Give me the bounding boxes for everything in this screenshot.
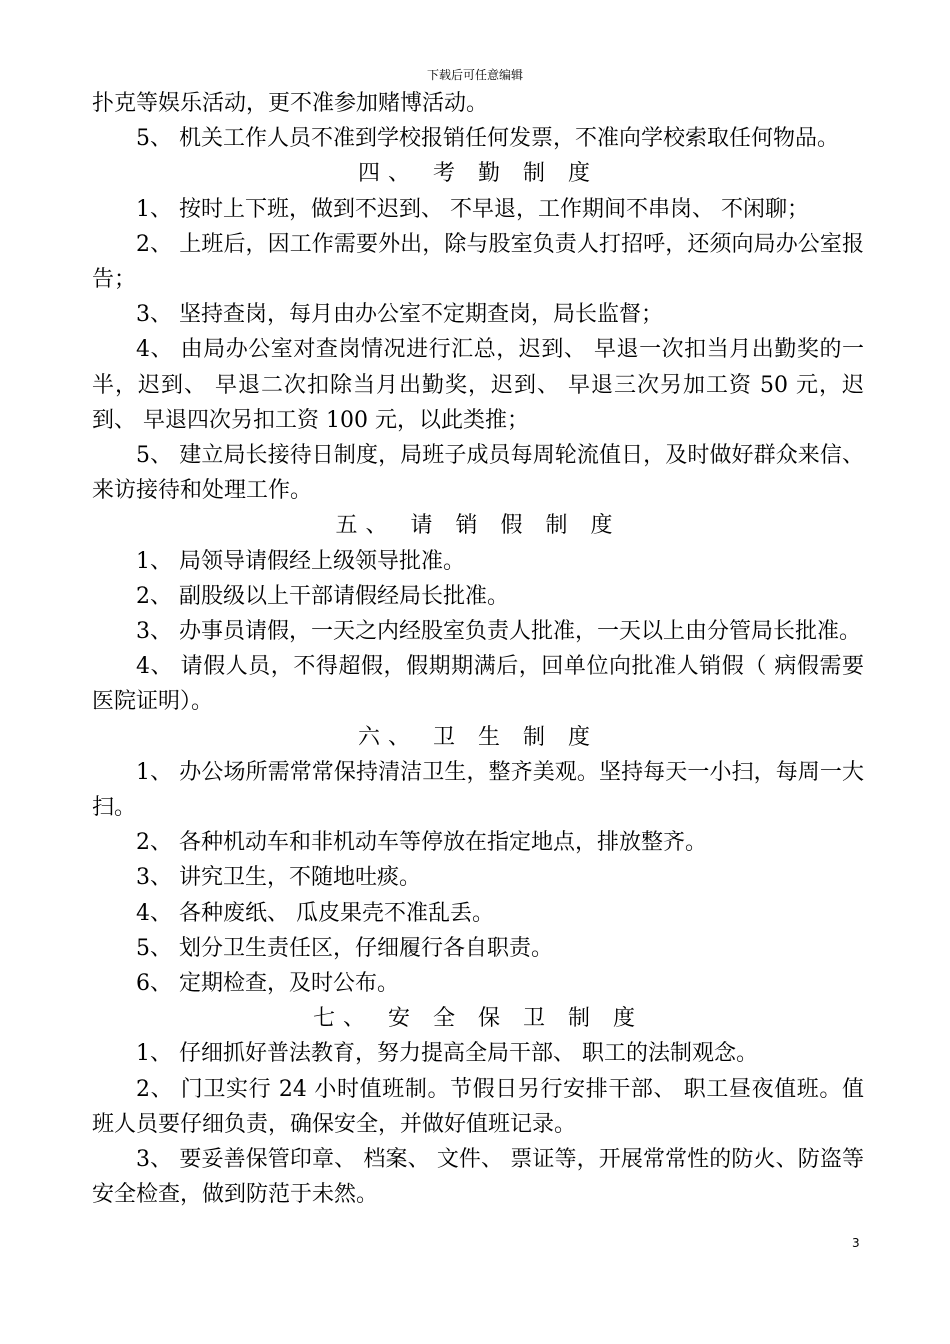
section-heading: 七、 安 全 保 卫 制 度 xyxy=(313,1006,643,1032)
page-number: 3 xyxy=(852,1236,860,1250)
paragraph: 1、 仔细抓好普法教育，努力提高全局干部、 职工的法制观念。 xyxy=(136,1041,758,1067)
paragraph: 4、 各种废纸、 瓜皮果壳不准乱丢。 xyxy=(136,900,494,926)
paragraph: 3、 讲究卫生，不随地吐痰。 xyxy=(136,865,421,891)
paragraph: 扑克等娱乐活动，更不准参加赌博活动。 xyxy=(92,91,489,116)
paragraph: 5、 划分卫生责任区，仔细履行各自职责。 xyxy=(136,935,553,961)
paragraph: 3、 办事员请假，一天之内经股室负责人批准，一天以上由分管局长批准。 xyxy=(136,619,861,645)
document-body xyxy=(92,86,864,1213)
paragraph: 1、 按时上下班，做到不迟到、 不早退，工作期间不串岗、 不闲聊； xyxy=(136,196,809,222)
paragraph: 1、 局领导请假经上级领导批准。 xyxy=(136,548,465,574)
section-heading: 六、 卫 生 制 度 xyxy=(358,724,598,750)
paragraph: 3、 坚持查岗，每月由办公室不定期查岗，局长监督； xyxy=(136,302,663,328)
paragraph: 6、 定期检查，及时公布。 xyxy=(136,971,399,997)
paragraph: 5、 机关工作人员不准到学校报销任何发票，不准向学校索取任何物品。 xyxy=(136,126,839,152)
paragraph: 5、 建立局长接待日制度，局班子成员每周轮流值日，及时做好群众来信、 来访接待和处理工作。 xyxy=(92,443,864,504)
paragraph: 2、 门卫实行 24 小时值班制。节假日另行安排干部、 职工昼夜值班。值班人员要仔细负责，确保安全，并做好值班记录。 xyxy=(92,1076,864,1137)
page-header: 下载后可任意编辑 xyxy=(426,68,523,82)
paragraph: 3、 要妥善保管印章、 档案、 文件、 票证等，开展常常性的防火、防盗等安全检查，做到防范于未然。 xyxy=(92,1147,864,1208)
paragraph: 4、 请假人员，不得超假，假期期满后，回单位向批准人销假（ 病假需要医院证明）。 xyxy=(92,654,864,715)
paragraph: 1、 办公场所需常常保持清洁卫生，整齐美观。坚持每天一小扫，每周一大扫。 xyxy=(92,759,864,821)
section-heading: 四、 考 勤 制 度 xyxy=(358,161,598,187)
paragraph: 4、 由局办公室对查岗情况进行汇总，迟到、 早退一次扣当月出勤奖的一半，迟到、 早退二次扣除当月出勤奖，迟到、 早退三次另加工资 50 元，迟到、 早退四次另扣工资 100 元，以此类推； xyxy=(92,337,864,433)
paragraph: 2、 上班后，因工作需要外出，除与股室负责人打招呼，还须向局办公室报告； xyxy=(92,231,864,293)
paragraph: 2、 各种机动车和非机动车等停放在指定地点，排放整齐。 xyxy=(136,830,707,856)
paragraph: 2、 副股级以上干部请假经局长批准。 xyxy=(136,583,509,609)
section-heading: 五、 请 销 假 制 度 xyxy=(335,513,621,539)
